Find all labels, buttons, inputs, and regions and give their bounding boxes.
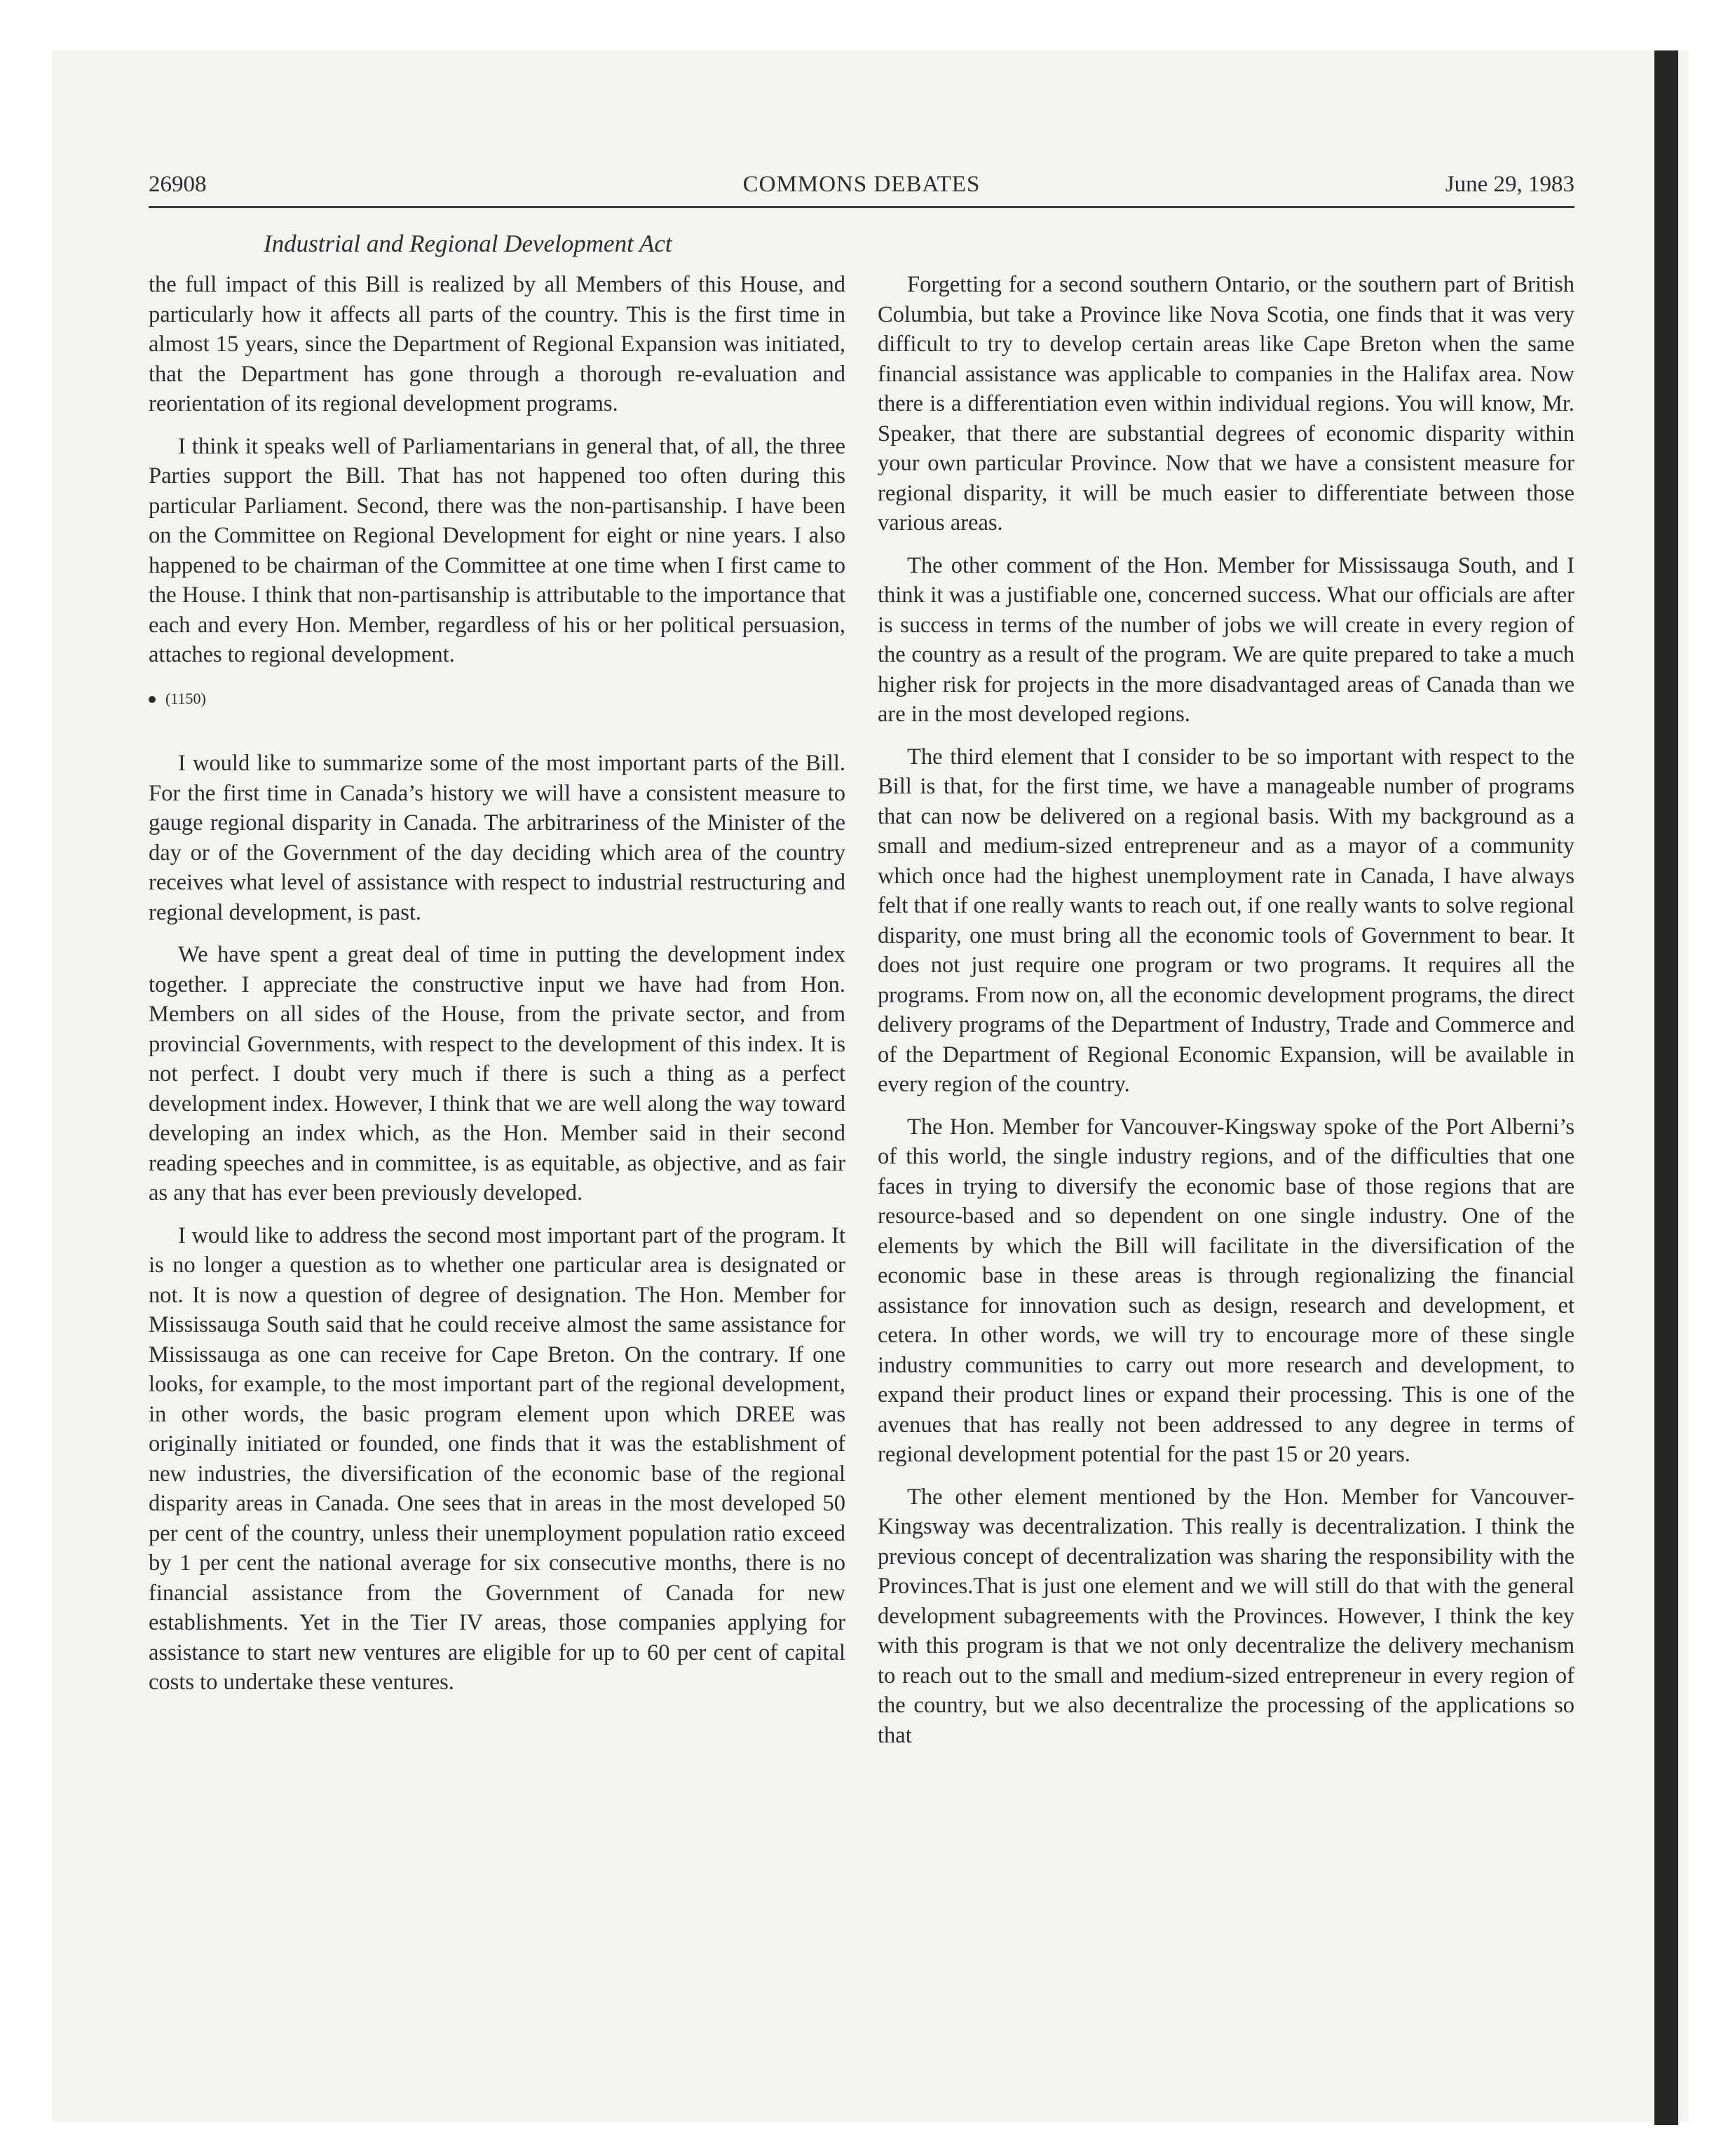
time-marker (149, 684, 845, 714)
paragraph: the full impact of this Bill is realized by all Members of this House, and particularly how it affects all parts of the country. This is the first time in almost 15 years, since the Department of Regional Expansion was initiated, that the Department has gone through a thorough re-evaluation and reorientation of its regional development programs. (149, 272, 845, 416)
publication-title: COMMONS DEBATES (742, 172, 981, 197)
page-number: 26908 (149, 172, 207, 197)
header-rule (149, 206, 1574, 208)
paragraph: The other element mentioned by the Hon. Member for Vancouver-Kingsway was decentralization. This really is decentralization. I think the previous concept of decentralization was sharing the responsibility with the Provinces.That is just one element and we will still do that with the general development subagreements with the Provinces. However, I think the key with this program is that we not only decentralize the delivery mechanism to reach out to the small and medium-sized entrepreneur in every region of the country, but we also decentralize the processing of the applications so that (878, 1484, 1574, 1748)
paragraph: The third element that I consider to be so important with respect to the Bill is that, for the first time, we have a manageable number of programs that can now be delivered on a regional basis. With my background as a small and medium-sized entrepreneur and as a mayor of a community which once had the highest unemployment rate in Canada, I have always felt that if one really wants to reach out, if one really wants to solve regional disparity, one must bring all the economic tools of Government to bear. It does not just require one program or two programs. It requires all the programs. From now on, all the economic development programs, the direct delivery programs of the Department of Industry, Trade and Commerce and of the Department of Regional Economic Expansion, will be available in every region of the country. (878, 744, 1574, 1097)
paragraph: Forgetting for a second southern Ontario, or the southern part of British Columbia, but take a Province like Nova Scotia, one finds that it was very difficult to try to develop certain areas like Cape Breton when the same financial assistance was applicable to companies in the Halifax area. Now there is a differentiation even within individual regions. You will know, Mr. Speaker, that there are substantial degrees of economic disparity within your own particular Province. Now that we have a consistent measure for regional disparity, it will be much easier to differentiate between those various areas. (878, 272, 1574, 535)
paragraph: I would like to address the second most important part of the program. It is no longer a question as to whether one particular area is designated or not. It is now a question of degree of designation. The Hon. Member for Mississauga South said that he could receive almost the same assistance for Mississauga as one can receive for Cape Breton. On the contrary. If one looks, for example, to the most important part of the regional development, in other words, the basic program element upon which DREE was originally initiated or founded, one finds that it was the establishment of new industries, the diversification of the economic base of the regional disparity areas in Canada. One sees that in areas in the most developed 50 per cent of the country, unless their unemployment population ratio exceed by 1 per cent the national average for six consecutive months, there is no financial assistance from the Government of Canada for new establishments. Yet in the Tier IV areas, those companies applying for assistance to start new ventures are eligible for up to 60 per cent of capital costs to undertake these ventures. (149, 1222, 845, 1695)
paragraph: I think it speaks well of Parliamentarians in general that, of all, the three Parties support the Bill. That has not happened too often during this particular Parliament. Second, there was the non-partisanship. I have been on the Committee on Regional Development for eight or nine years. I also happened to be chairman of the Committee at one time when I first came to the House. I think that non-partisanship is attributable to the importance that each and every Hon. Member, regardless of his or her political persuasion, attaches to regional development. (149, 433, 845, 667)
running-header (149, 172, 1574, 208)
paragraph: The Hon. Member for Vancouver-Kingsway spoke of the Port Alberni’s of this world, the single industry regions, and of the difficulties that one faces in trying to diversify the economic base of those regions that are resource-based and so dependent on one single industry. One of the elements by which the Bill will facilitate in the diversification of the economic base in these areas is through regionalizing the financial assistance for innovation such as design, research and development, et cetera. In other words, we will try to encourage more of these single industry communities to carry out more research and development, to expand their product lines or expand their processing. This is one of the avenues that has really not been addressed to any degree in terms of regional development potential for the past 15 or 20 years. (878, 1114, 1574, 1467)
paragraph: We have spent a great deal of time in putting the development index together. I appreciate the constructive input we have had from Hon. Members on all sides of the House, from the private sector, and from provincial Governments, with respect to the development of this index. It is not perfect. I doubt very much if there is such a thing as a perfect development index. However, I think that we are well along the way toward developing an index which, as the Hon. Member said in their second reading speeches and in committee, is as equitable, as objective, and as fair as any that has ever been previously developed. (149, 942, 845, 1206)
paragraph: I would like to summarize some of the most important parts of the Bill. For the first time in Canada’s history we will have a consistent measure to gauge regional disparity in Canada. The arbitrariness of the Minister of the day or of the Government of the day deciding which area of the country receives what level of assistance with respect to industrial restructuring and regional development, is past. (149, 751, 845, 925)
section-title: Industrial and Regional Development Act (264, 230, 672, 257)
header-date: June 29, 1983 (1445, 172, 1574, 197)
right-column (878, 270, 1574, 1763)
paragraph: The other comment of the Hon. Member for Mississauga South, and I think it was a justifiable one, concerned success. What our officials are after is success in terms of the number of jobs we will create in every region of the country as a result of the program. We are quite prepared to take a much higher risk for projects in the more disadvantaged areas of Canada than we are in the most developed regions. (878, 552, 1574, 727)
left-column (149, 270, 845, 1710)
bullet-dot-icon (149, 696, 156, 703)
scan-edge-bar (1654, 50, 1678, 2125)
time-marker-label: (1150) (165, 689, 206, 707)
